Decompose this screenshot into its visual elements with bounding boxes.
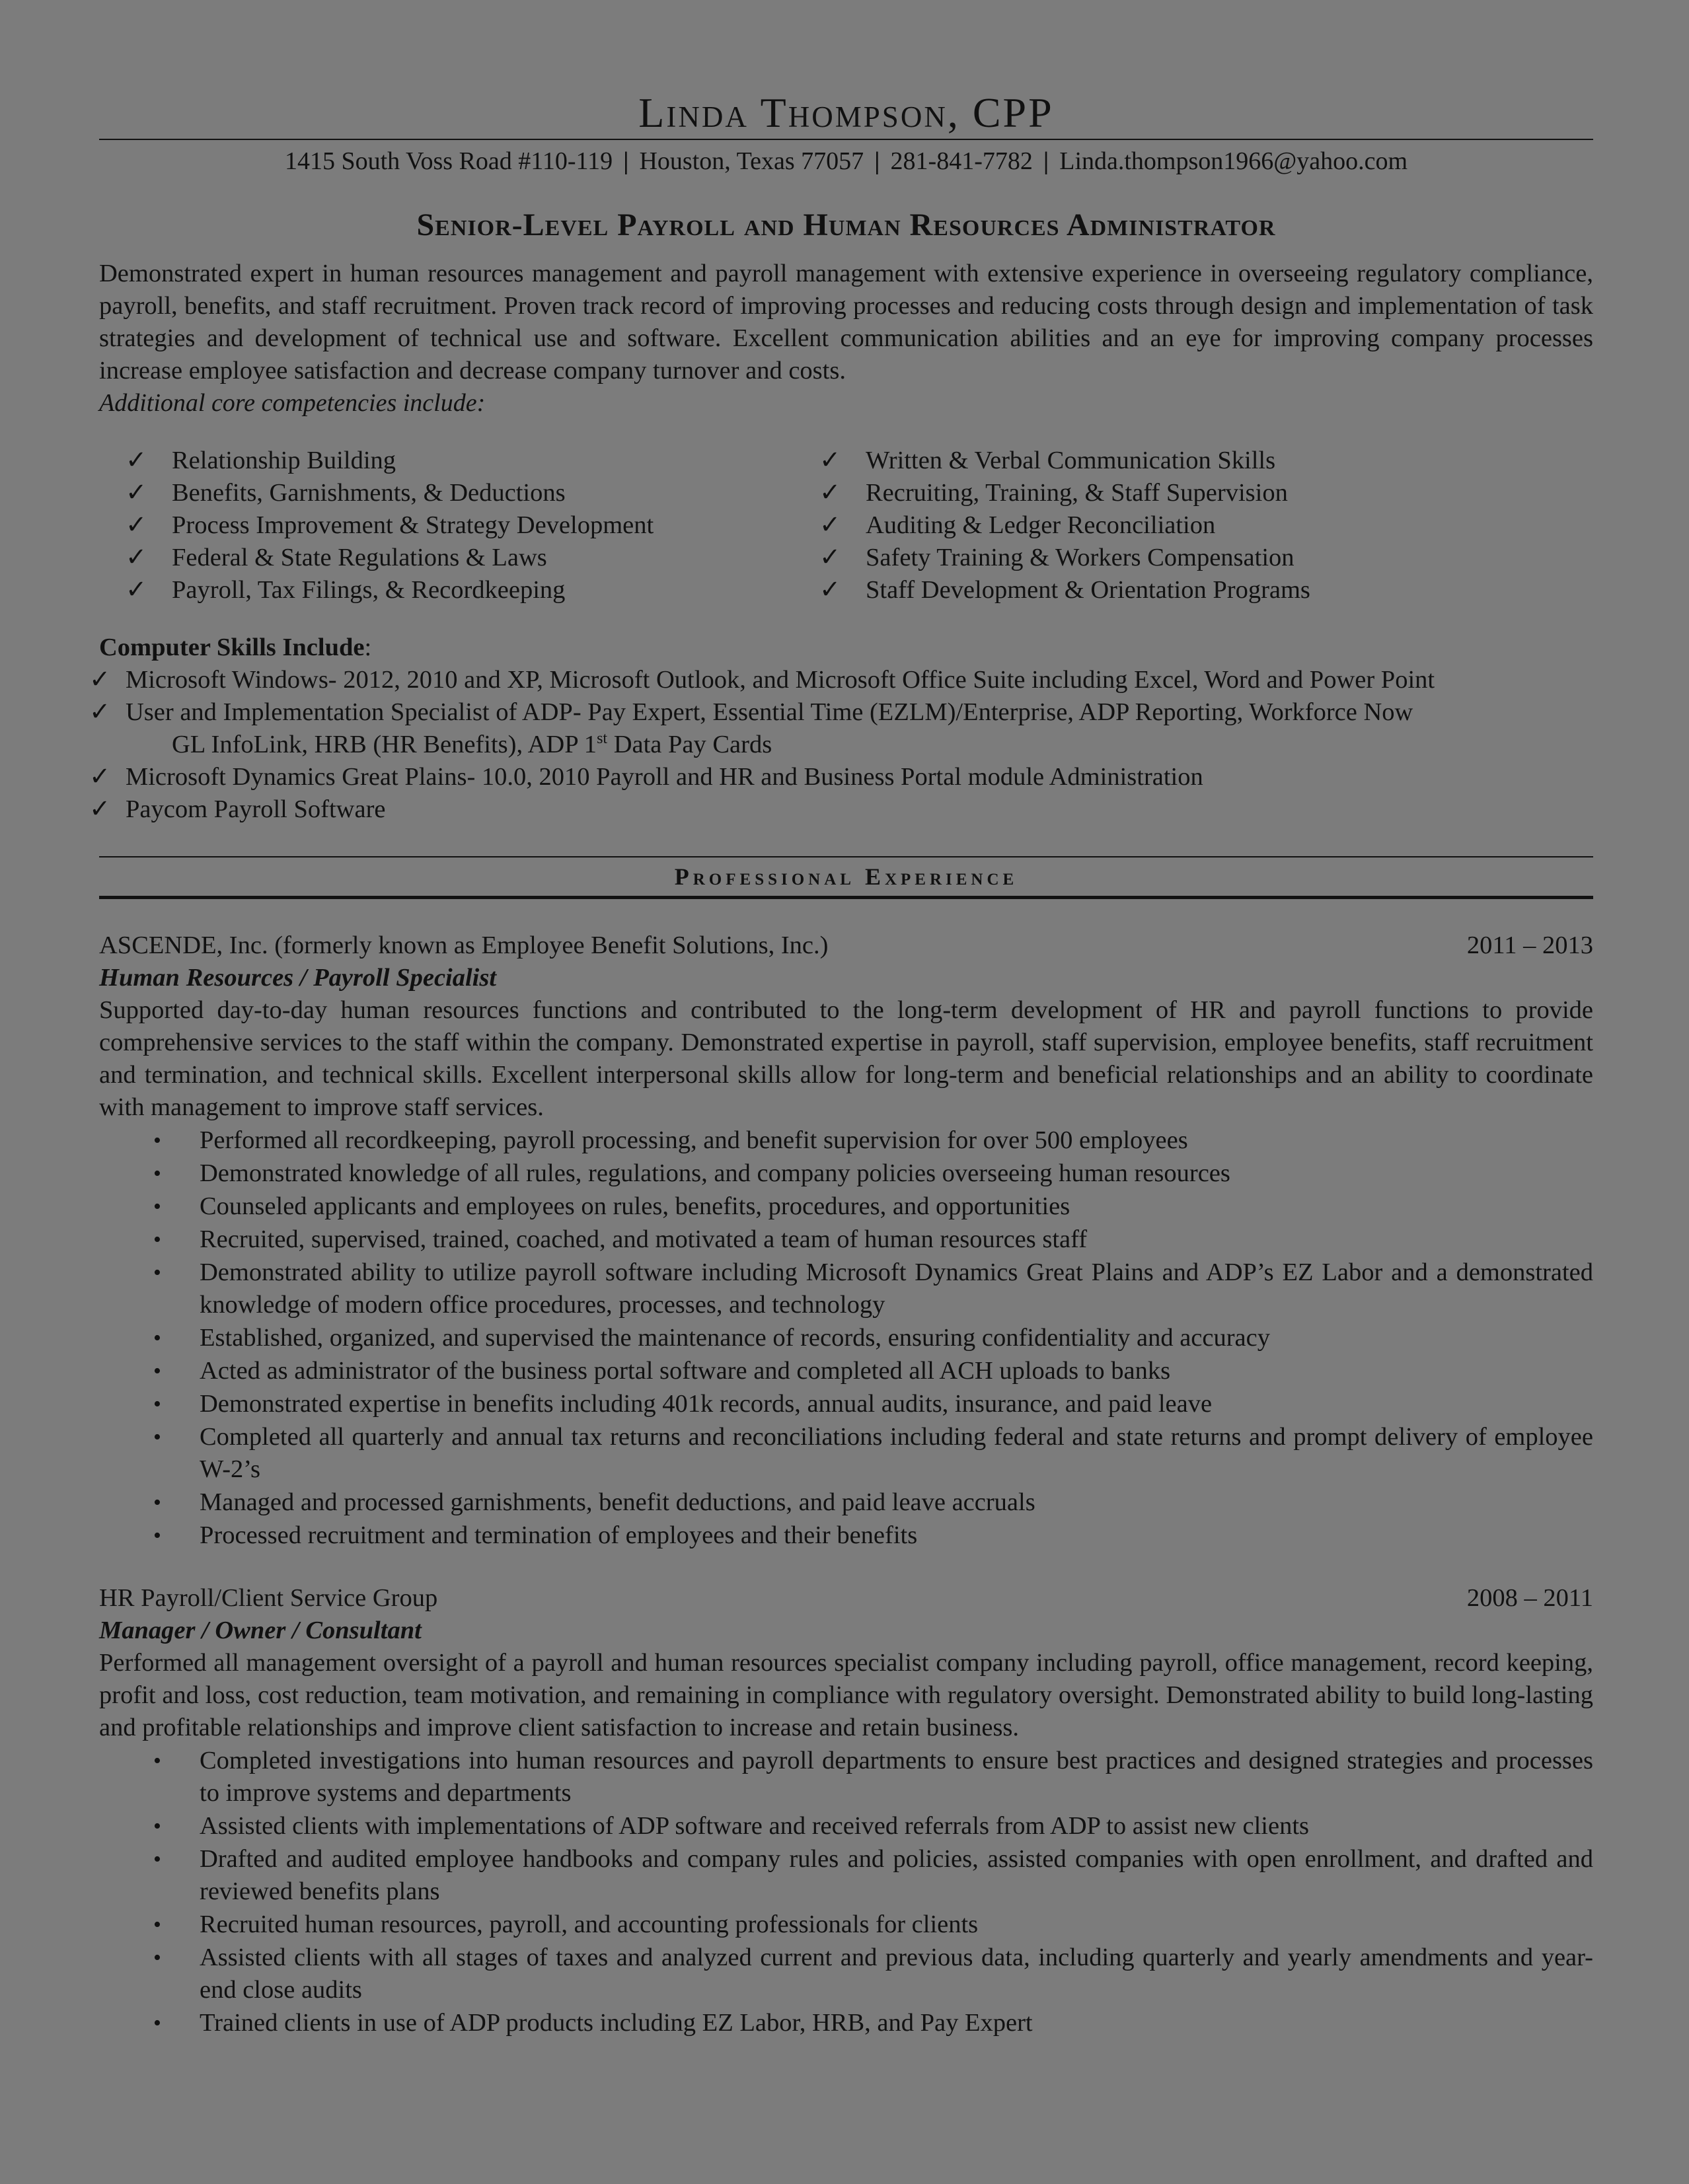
check-icon: ✓ — [819, 576, 841, 604]
resume-headline: Senior-Level Payroll and Human Resources Administrator — [416, 207, 1276, 242]
competency-item: ✓ Recruiting, Training, & Staff Supervision — [819, 477, 1480, 509]
bullet-icon: • — [153, 1425, 161, 1449]
bullet-icon: • — [153, 1227, 161, 1252]
job-bullet: • Demonstrated expertise in benefits including 401k records, annual audits, insurance, and paid leave — [99, 1388, 1593, 1420]
contact-city: Houston, Texas 77057 — [639, 147, 864, 175]
bullet-icon: • — [153, 1847, 161, 1872]
job-entry — [99, 929, 1593, 1552]
job-dates: 2011 – 2013 — [1466, 931, 1593, 959]
contact-address: 1415 South Voss Road #110-119 — [284, 147, 613, 175]
job-bullet: • Completed investigations into human resources and payroll departments to ensure best practices and designed strategies and processes to improve systems and departments — [99, 1745, 1593, 1809]
contact-phone: 281-841-7782 — [890, 147, 1033, 175]
bullet-icon: • — [153, 1392, 161, 1416]
job-bullet: • Recruited, supervised, trained, coached, and motivated a team of human resources staff — [99, 1223, 1593, 1256]
check-icon: ✓ — [89, 698, 111, 726]
computer-skill-item: ✓ Paycom Payroll Software — [89, 793, 1593, 826]
computer-skills-list — [89, 664, 1593, 826]
job-bullet: • Recruited human resources, payroll, and accounting professionals for clients — [99, 1909, 1593, 1941]
competencies-right-column — [819, 445, 1480, 606]
section-heading-experience: Professional Experience — [99, 856, 1593, 899]
check-icon: ✓ — [819, 447, 841, 474]
job-company: HR Payroll/Client Service Group — [99, 1584, 438, 1612]
job-bullet: • Acted as administrator of the business portal software and completed all ACH uploads to banks — [99, 1355, 1593, 1387]
check-icon: ✓ — [126, 576, 147, 604]
job-bullet: • Drafted and audited employee handbooks and company rules and policies, assisted companies with open enrollment, and drafted and reviewed benefits plans — [99, 1843, 1593, 1908]
bullet-icon: • — [153, 1194, 161, 1219]
job-bullets — [99, 1745, 1593, 2039]
computer-skills-heading: Computer Skills Include: — [99, 634, 372, 661]
check-icon: ✓ — [126, 511, 147, 539]
job-bullet: • Performed all recordkeeping, payroll processing, and benefit supervision for over 500 employees — [99, 1124, 1593, 1157]
competency-item: ✓ Auditing & Ledger Reconciliation — [819, 509, 1480, 542]
bullet-icon: • — [153, 1161, 161, 1186]
check-icon: ✓ — [819, 511, 841, 539]
job-bullet: • Demonstrated ability to utilize payroll software including Microsoft Dynamics Great Plains and ADP’s EZ Labor and a demonstrated knowledge of modern office procedures, processes, and technology — [99, 1256, 1593, 1321]
competency-item: ✓ Benefits, Garnishments, & Deductions — [126, 477, 819, 509]
job-bullet: • Assisted clients with implementations of ADP software and received referrals from ADP to assist new clients — [99, 1810, 1593, 1842]
bullet-icon: • — [153, 2011, 161, 2035]
competencies-grid — [126, 445, 1593, 606]
job-title: Manager / Owner / Consultant — [99, 1617, 422, 1644]
check-icon: ✓ — [819, 544, 841, 571]
contact-email[interactable]: Linda.thompson1966@yahoo.com — [1059, 147, 1408, 175]
bullet-icon: • — [153, 1359, 161, 1383]
contact-line — [99, 141, 1593, 181]
bullet-icon: • — [153, 1326, 161, 1350]
contact-separator: | — [623, 147, 629, 175]
job-description: Performed all management oversight of a payroll and human resources specialist company including payroll, office management, record keeping, profit and loss, cost reduction, team motivation, and remaining in compliance with regulatory oversight. Demonstrated ability to build long-lasting and profitable relationships and improve client satisfaction to increase and retain business. — [99, 1649, 1593, 1741]
contact-separator: | — [1043, 147, 1049, 175]
check-icon: ✓ — [126, 544, 147, 571]
job-header — [99, 929, 1593, 962]
bullet-icon: • — [153, 1260, 161, 1285]
job-bullet: • Demonstrated knowledge of all rules, regulations, and company policies overseeing human resources — [99, 1157, 1593, 1190]
check-icon: ✓ — [89, 763, 111, 791]
bullet-icon: • — [153, 1490, 161, 1515]
job-title: Human Resources / Payroll Specialist — [99, 964, 497, 992]
competencies-left-column — [126, 445, 819, 606]
computer-skill-item-continuation: GL InfoLink, HRB (HR Benefits), ADP 1st Data Pay Cards — [172, 730, 772, 758]
job-bullet: • Trained clients in use of ADP products including EZ Labor, HRB, and Pay Expert — [99, 2007, 1593, 2039]
competency-item: ✓ Safety Training & Workers Compensation — [819, 542, 1480, 574]
job-bullet: • Managed and processed garnishments, benefit deductions, and paid leave accruals — [99, 1486, 1593, 1519]
job-bullet: • Established, organized, and supervised the maintenance of records, ensuring confidentiality and accuracy — [99, 1322, 1593, 1354]
competency-item: ✓ Federal & State Regulations & Laws — [126, 542, 819, 574]
computer-skill-item: ✓ User and Implementation Specialist of ADP- Pay Expert, Essential Time (EZLM)/Enterprise, ADP Reporting, Workforce Now — [89, 696, 1593, 729]
job-company: ASCENDE, Inc. (formerly known as Employee Benefit Solutions, Inc.) — [99, 931, 829, 959]
computer-skill-item: ✓ Microsoft Dynamics Great Plains- 10.0, 2010 Payroll and HR and Business Portal module Administration — [89, 761, 1593, 793]
check-icon: ✓ — [819, 479, 841, 507]
job-bullet: • Completed all quarterly and annual tax returns and reconciliations including federal and state returns and prompt delivery of employee W-2’s — [99, 1421, 1593, 1486]
check-icon: ✓ — [126, 479, 147, 507]
competencies-intro: Additional core competencies include: — [99, 389, 486, 417]
header-rule — [99, 139, 1593, 140]
competency-item: ✓ Staff Development & Orientation Programs — [819, 574, 1480, 606]
bullet-icon: • — [153, 1912, 161, 1937]
job-bullets — [99, 1124, 1593, 1552]
summary-paragraph: Demonstrated expert in human resources management and payroll management with extensive experience in overseeing regulatory compliance, payroll, benefits, and staff recruitment. Proven track record of improving processes and reducing costs through design and implementation of task strategies and development of technical use and software. Excellent communication abilities and an eye for improving company processes increase employee satisfaction and decrease company turnover and costs. — [99, 260, 1593, 384]
competency-item: ✓ Written & Verbal Communication Skills — [819, 445, 1480, 477]
bullet-icon: • — [153, 1128, 161, 1153]
contact-separator: | — [874, 147, 880, 175]
check-icon: ✓ — [89, 666, 111, 694]
candidate-name: Linda Thompson, CPP — [638, 89, 1054, 136]
job-header — [99, 1582, 1593, 1615]
bullet-icon: • — [153, 1749, 161, 1773]
job-bullet: • Counseled applicants and employees on rules, benefits, procedures, and opportunities — [99, 1190, 1593, 1223]
job-description: Supported day-to-day human resources functions and contributed to the long-term development of HR and payroll functions to provide comprehensive services to the staff within the company. Demonstrated expertise in payroll, staff supervision, employee benefits, staff recruitment and termination, and technical skills. Excellent interpersonal skills allow for long-term and beneficial relationships and an ability to coordinate with management to improve staff services. — [99, 996, 1593, 1121]
check-icon: ✓ — [126, 447, 147, 474]
job-bullet: • Assisted clients with all stages of taxes and analyzed current and previous data, including quarterly and yearly amendments and year-end close audits — [99, 1942, 1593, 2006]
check-icon: ✓ — [89, 795, 111, 823]
bullet-icon: • — [153, 1946, 161, 1970]
bullet-icon: • — [153, 1814, 161, 1838]
job-dates: 2008 – 2011 — [1466, 1584, 1593, 1612]
computer-skill-item: ✓ Microsoft Windows- 2012, 2010 and XP, Microsoft Outlook, and Microsoft Office Suite including Excel, Word and Power Point — [89, 664, 1593, 696]
job-bullet: • Processed recruitment and termination of employees and their benefits — [99, 1519, 1593, 1552]
bullet-icon: • — [153, 1523, 161, 1548]
competency-item: ✓ Process Improvement & Strategy Development — [126, 509, 819, 542]
competency-item: ✓ Payroll, Tax Filings, & Recordkeeping — [126, 574, 819, 606]
job-entry — [99, 1582, 1593, 2039]
competency-item: ✓ Relationship Building — [126, 445, 819, 477]
